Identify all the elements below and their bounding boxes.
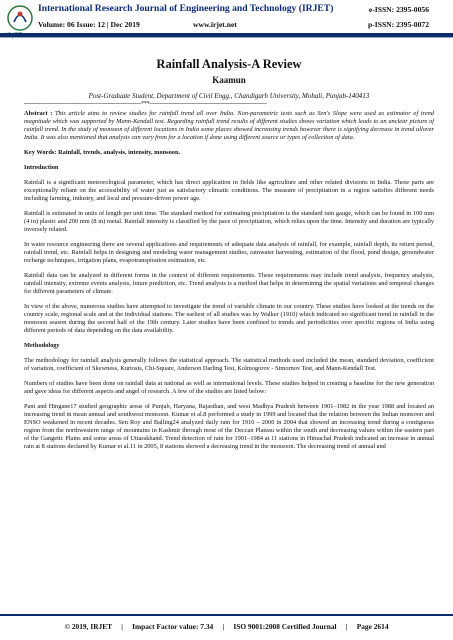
eissn: e-ISSN: 2395-0056 <box>368 5 429 14</box>
pissn: p-ISSN: 2395-0072 <box>368 20 429 29</box>
footer-impact: Impact Factor value: 7.34 <box>132 622 214 631</box>
separator: ---------------------------------------------------------------------***--------------------------------------------------------------------- <box>24 101 267 107</box>
keywords: Key Words: Rainfall, trends, analysis, intensity, monsoon. <box>24 149 181 156</box>
footer-rule <box>0 614 453 616</box>
paragraph: Rainfall is a significant meteorological parameter, which has direct application in fields like agriculture and other related divisions in India. These parts are exceptionally reliant on the accessibility of water just as satisfactory climatic conditions. The measure of precipitation in a region satisfies different needs including farming, industry, and local and pressure-driven power age. <box>24 179 434 202</box>
paragraph: In water resource engineering there are several applications and requirements of adequate data analysis of rainfall, for example, rainfall depth, its return period, rainfall trend, etc. Rainfall helps in designing and modeling water management studies, rainwater harvesting, estimation of the flood, pond design, groundwater recharge techniques, irrigation plans, evapotranspiration estimation, etc. <box>24 241 434 264</box>
paragraph: Rainfall data can be analyzed in different forms in the context of different requirements. These requirements may include trend analysis, frequency analysis, rainfall intensity, extreme events analysis, future prediction, etc. Trend analysis is a method that helps in determining the spatial variations and temporal changes for different parameters of climate. <box>24 272 434 295</box>
footer-iso: ISO 9001:2008 Certified Journal <box>233 622 337 631</box>
abstract-label: Abstract : <box>24 110 55 117</box>
paper-body <box>24 42 434 458</box>
paragraph: The methodology for rainfall analysis generally follows the statistical approach. The statistical methods used included the mean, standard deviation, coefficient of variation, coefficient of Skewness, Kurtosis, Chi-Square, Anderson Darling Test, Kolmogorov - Simornov Test, and Mann-Kendall Test. <box>24 357 434 372</box>
page-footer <box>0 614 453 640</box>
paper-title: Rainfall Analysis-A Review <box>156 57 302 71</box>
author-affiliation: Post-Graduate Student, Department of Civil Engg., Chandigarh University, Mohali, Punjab-140413 <box>88 92 370 100</box>
volume-info: Volume: 06 Issue: 12 | Dec 2019 <box>38 20 140 29</box>
footer-page-number: Page 2614 <box>356 622 389 631</box>
abstract-text: This article aims to review studies for rainfall trend all over India. Non-parametric tests such as Sen's Slope were used as estimator of trend magnitude which was supported by Mann-Kendall test. Regarding rainfall trend results of different studies shows variation which leads to an unclear picture of rainfall trend. In the study of monsoon of different locations in India some places showed increasing trends however there is signifying decrease in trend allover India. It was also mentioned that analysis can vary from for a location if done using different source or types of collection of data. <box>24 110 434 141</box>
paragraph: Rainfall is estimated in units of length per unit time. The standard method for estimating precipitation is the standard rain gauge, which can be found in 100 mm (4 in) plastic and 200 mm (8 in) metal. Rainfall intensity is classified by the pace of precipitation, which relies upon the time. Intensity and duration are typically inversely related. <box>24 210 434 233</box>
journal-title: International Research Journal of Engineering and Technology (IRJET) <box>38 3 334 14</box>
volume-line <box>38 20 237 29</box>
footer-copyright: © 2019, IRJET <box>64 622 112 631</box>
abstract <box>24 110 434 142</box>
journal-website-link[interactable]: www.irjet.net <box>193 20 237 29</box>
header-rule-thin <box>0 37 453 38</box>
paper-author: Kaamun <box>212 75 246 85</box>
paragraph: In view of the above, numerous studies have attempted to investigate the trend of variable climate in our country. These studies have looked at the trends on the country scale, regional scale and at the individual stations. The earliest of all studies was by Walker (1910) which indicated no significant trend in rainfall in the monsoon season during the second half of the 19th century. Later studies have been confined to trends and periodicities over specific regions of India using different periods of data depending on the data availability. <box>24 303 434 334</box>
footer-text: © 2019, IRJET | Impact Factor value: 7.34 | ISO 9001:2008 Certified Journal | Page 2614 <box>64 622 389 631</box>
journal-header <box>0 0 453 40</box>
section-heading-methodology: Methodology <box>24 342 60 349</box>
paragraph: Numbers of studies have been done on rainfall data at national as well as international levels. These studies helped in creating a baseline for the new generation and gave ideas for different aspects and angel of research. A few of the studies are listed below: <box>24 380 434 395</box>
irjet-logo-icon <box>6 4 34 32</box>
section-heading-introduction: Introduction <box>24 164 59 171</box>
paragraph: Pant and Hingane17 studied geographic areas of Punjab, Haryana, Rajasthan, and west Madhya Pradesh between 1901–1982 in the year 1988 and located an increasing trend in mean annual and southwest monsoon. Kumar et al.8 performed a study in 1999 and located that the relation between the Indian monsoon and ENSO weakened in recent decades. Sen Roy and Balling24 analyzed daily rain for 1910 – 2000 in 2004 that showed an increasing trend during a contiguous region from the northwestern range of mountains in Kashmir through most of the Deccan Plateau within the south and decreasing values within the eastern part of the Gangetic Plains and some areas of Uttarakhand. Trend detection of rain for 1901–1984 at 11 stations in Himachal Pradesh indicated an increase in annual rain at 8 stations declared by Kumar et al.11 in 2005, 8 stations showed a decreasing trend in the monsoon. The decreasing trend of annual and <box>24 403 434 450</box>
